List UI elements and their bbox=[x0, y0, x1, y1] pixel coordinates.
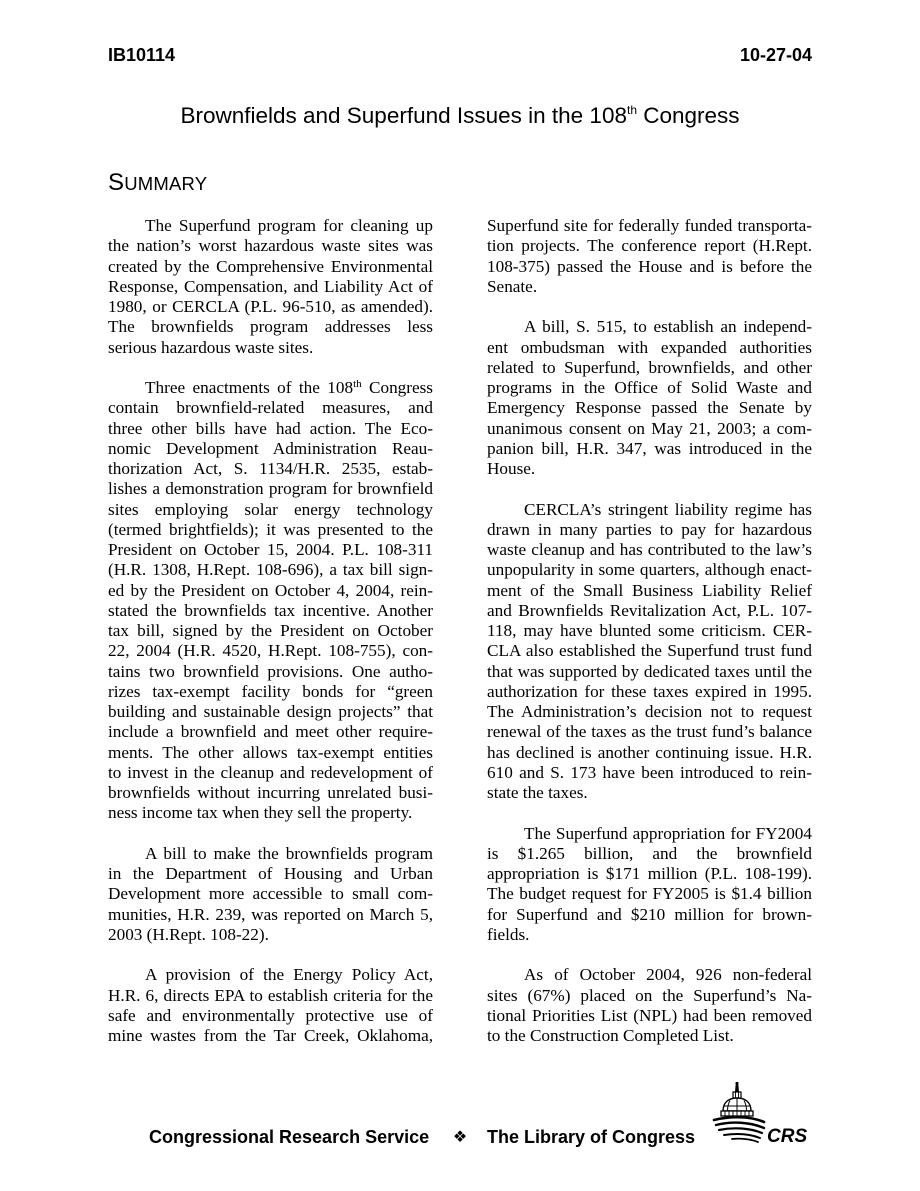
footer-library: The Library of Congress bbox=[487, 1127, 696, 1147]
text-line: waste cleanup and has contributed to the law’s bbox=[487, 540, 812, 559]
paragraph bbox=[108, 965, 433, 1046]
text-line: A provision of the Energy Policy Act, bbox=[145, 965, 433, 985]
text-line: appropriation is $171 million (P.L. 108-199). bbox=[487, 864, 812, 883]
text-line: 2003 (H.Rept. 108-22). bbox=[108, 924, 269, 944]
text-line: CLA also established the Superfund trust fund bbox=[487, 641, 812, 661]
text-line: rizes tax-exempt facility bonds for “green bbox=[108, 681, 433, 701]
text-line: ness income tax when they sell the property. bbox=[108, 803, 413, 823]
text-line: The brownfields program addresses less bbox=[108, 317, 433, 337]
text-line: House. bbox=[487, 459, 536, 478]
text-line: H.R. 6, directs EPA to establish criteria for the bbox=[108, 985, 433, 1005]
paragraph bbox=[108, 378, 433, 824]
text-line: the nation’s worst hazardous waste sites was bbox=[108, 236, 433, 256]
text-line: renewal of the taxes as the trust fund’s balance bbox=[487, 722, 812, 742]
section-heading-summary: SUMMARY bbox=[108, 169, 208, 196]
text-line: created by the Comprehensive Environmental bbox=[108, 256, 433, 276]
text-line: panion bill, H.R. 347, was introduced in the bbox=[487, 438, 812, 458]
text-line: tax bill, signed by the President on October bbox=[108, 621, 433, 640]
text-segment: Three enactments of the 108 bbox=[145, 378, 354, 397]
text-segment: Congress bbox=[361, 378, 433, 397]
text-line: Superfund site for federally funded transporta- bbox=[487, 216, 812, 235]
logo-text: CRS bbox=[767, 1126, 808, 1147]
text-line: (H.R. 1308, H.Rept. 108-696), a tax bill sign- bbox=[108, 560, 433, 580]
text-line: unanimous consent on May 21, 2003; a com- bbox=[487, 418, 812, 438]
paragraph bbox=[487, 216, 812, 297]
separator-diamond-icon: ❖ bbox=[452, 1127, 468, 1146]
lantern-columns bbox=[736, 1093, 739, 1098]
text-line: stated the brownfields tax incentive. Another bbox=[108, 600, 433, 620]
text-line: Development more accessible to small com- bbox=[108, 884, 433, 904]
text-line: sites employing solar energy technology bbox=[108, 499, 433, 519]
text-line: drawn in many parties to pay for hazardous bbox=[487, 519, 812, 539]
text-line: has declined is another continuing issue. H.R. bbox=[487, 742, 812, 762]
text-line: tional Priorities List (NPL) had been removed bbox=[487, 1005, 812, 1025]
text-line: thorization Act, S. 1134/H.R. 2535, estab- bbox=[108, 459, 433, 478]
left-column bbox=[108, 216, 433, 1067]
text-line: tion projects. The conference report (H.Rept. bbox=[487, 236, 812, 256]
text-line: mine wastes from the Tar Creek, Oklahoma, bbox=[108, 1026, 433, 1045]
text-line: that was supported by dedicated taxes until the bbox=[487, 661, 812, 681]
text-line: include a brownfield and meet other require- bbox=[108, 722, 433, 742]
text-line: fields. bbox=[487, 924, 530, 944]
text-line: munities, H.R. 239, was reported on March 5, bbox=[108, 904, 433, 924]
text-line: The Superfund appropriation for FY2004 bbox=[524, 823, 812, 843]
text-line: As of October 2004, 926 non-federal bbox=[524, 965, 812, 985]
capitol-dome-icon bbox=[721, 1082, 753, 1116]
text-line: nomic Development Administration Reau- bbox=[108, 438, 433, 458]
text-line: contain brownfield-related measures, and bbox=[108, 398, 433, 418]
paragraph bbox=[108, 844, 433, 945]
footer-publisher: Congressional Research Service bbox=[149, 1127, 430, 1147]
paragraph bbox=[487, 965, 812, 1046]
text-line: sites (67%) placed on the Superfund’s Na- bbox=[487, 985, 812, 1005]
text-line: ments. The other allows tax-exempt entities bbox=[108, 742, 433, 762]
text-line: to invest in the cleanup and redevelopment of bbox=[108, 762, 433, 782]
text-line: CERCLA’s stringent liability regime has bbox=[524, 499, 812, 519]
paragraph bbox=[487, 500, 812, 804]
text-line: 1980, or CERCLA (P.L. 96-510, as amended). bbox=[108, 297, 433, 316]
text-line: ment of the Small Business Liability Relief bbox=[487, 580, 812, 600]
title-text: Brownfields and Superfund Issues in the 108 bbox=[180, 103, 627, 128]
text-line: The Administration’s decision not to request bbox=[487, 702, 812, 721]
swoosh-line bbox=[732, 1139, 758, 1142]
text-line: The budget request for FY2005 is $1.4 billion bbox=[487, 884, 812, 904]
text-line: Senate. bbox=[487, 276, 538, 296]
text-line: Response, Compensation, and Liability Act of bbox=[108, 276, 433, 296]
text-line: in the Department of Housing and Urban bbox=[108, 864, 433, 883]
text-line: ent ombudsman with expanded authorities bbox=[487, 337, 812, 357]
paragraph bbox=[487, 317, 812, 479]
text-line: unpopularity in some quarters, although enact- bbox=[487, 560, 812, 580]
drum-columns bbox=[725, 1111, 749, 1116]
text-line: (termed brightfields); it was presented to the bbox=[108, 519, 433, 539]
superscript: th bbox=[353, 378, 362, 390]
text-line: A bill, S. 515, to establish an independ- bbox=[524, 317, 812, 337]
text-line: 22, 2004 (H.R. 4520, H.Rept. 108-755), con- bbox=[108, 641, 433, 661]
text-line: is $1.265 billion, and the brownfield bbox=[487, 843, 812, 863]
swoosh-line bbox=[714, 1117, 764, 1122]
text-line: safe and environmentally protective use of bbox=[108, 1005, 433, 1025]
text-line: programs in the Office of Solid Waste and bbox=[487, 378, 812, 397]
text-line: state the taxes. bbox=[487, 783, 588, 802]
paragraph bbox=[108, 216, 433, 358]
text-line: related to Superfund, brownfields, and other bbox=[487, 357, 812, 377]
text-line: Emergency Response passed the Senate by bbox=[487, 398, 812, 418]
document-date: 10-27-04 bbox=[739, 45, 812, 65]
crs-logo bbox=[712, 1080, 812, 1148]
statue-head bbox=[735, 1082, 738, 1085]
text-line: brownfields without incurring unrelated busi- bbox=[108, 783, 433, 802]
page-title bbox=[0, 102, 920, 133]
text-line: authorization for these taxes expired in 1995. bbox=[487, 681, 812, 701]
text-line: President on October 15, 2004. P.L. 108-311 bbox=[108, 540, 433, 559]
statue-body bbox=[735, 1085, 739, 1092]
swoosh-line bbox=[724, 1134, 760, 1138]
text-line: for Superfund and $210 million for brown- bbox=[487, 904, 812, 924]
text-line: tains two brownfield provisions. One autho- bbox=[108, 661, 433, 681]
text-line: ed by the President on October 4, 2004, rein- bbox=[108, 580, 433, 600]
paragraph bbox=[487, 824, 812, 946]
text-line: and Brownfields Revitalization Act, P.L. 107- bbox=[487, 600, 812, 620]
text-line: serious hazardous waste sites. bbox=[108, 337, 314, 357]
title-superscript: th bbox=[626, 103, 637, 117]
text-line: 118, may have blunted some criticism. CER- bbox=[487, 621, 812, 640]
text-line: lishes a demonstration program for brownfield bbox=[108, 479, 433, 499]
text-line bbox=[108, 378, 433, 398]
text-line: 610 and S. 173 have been introduced to rein- bbox=[487, 762, 812, 782]
text-line: A bill to make the brownfields program bbox=[145, 843, 433, 863]
text-line: to the Construction Completed List. bbox=[487, 1026, 734, 1045]
right-column bbox=[487, 216, 812, 1067]
swoosh-lines bbox=[714, 1117, 764, 1142]
text-line: 108-375) passed the House and is before the bbox=[487, 256, 812, 276]
text-line: three other bills have had action. The Eco- bbox=[108, 418, 433, 438]
document-id: IB10114 bbox=[108, 45, 176, 65]
text-line: The Superfund program for cleaning up bbox=[145, 216, 433, 235]
dome-lantern bbox=[733, 1092, 741, 1098]
title-text-end: Congress bbox=[637, 103, 740, 128]
swoosh-line bbox=[719, 1128, 762, 1133]
text-line: building and sustainable design projects” that bbox=[108, 702, 433, 721]
